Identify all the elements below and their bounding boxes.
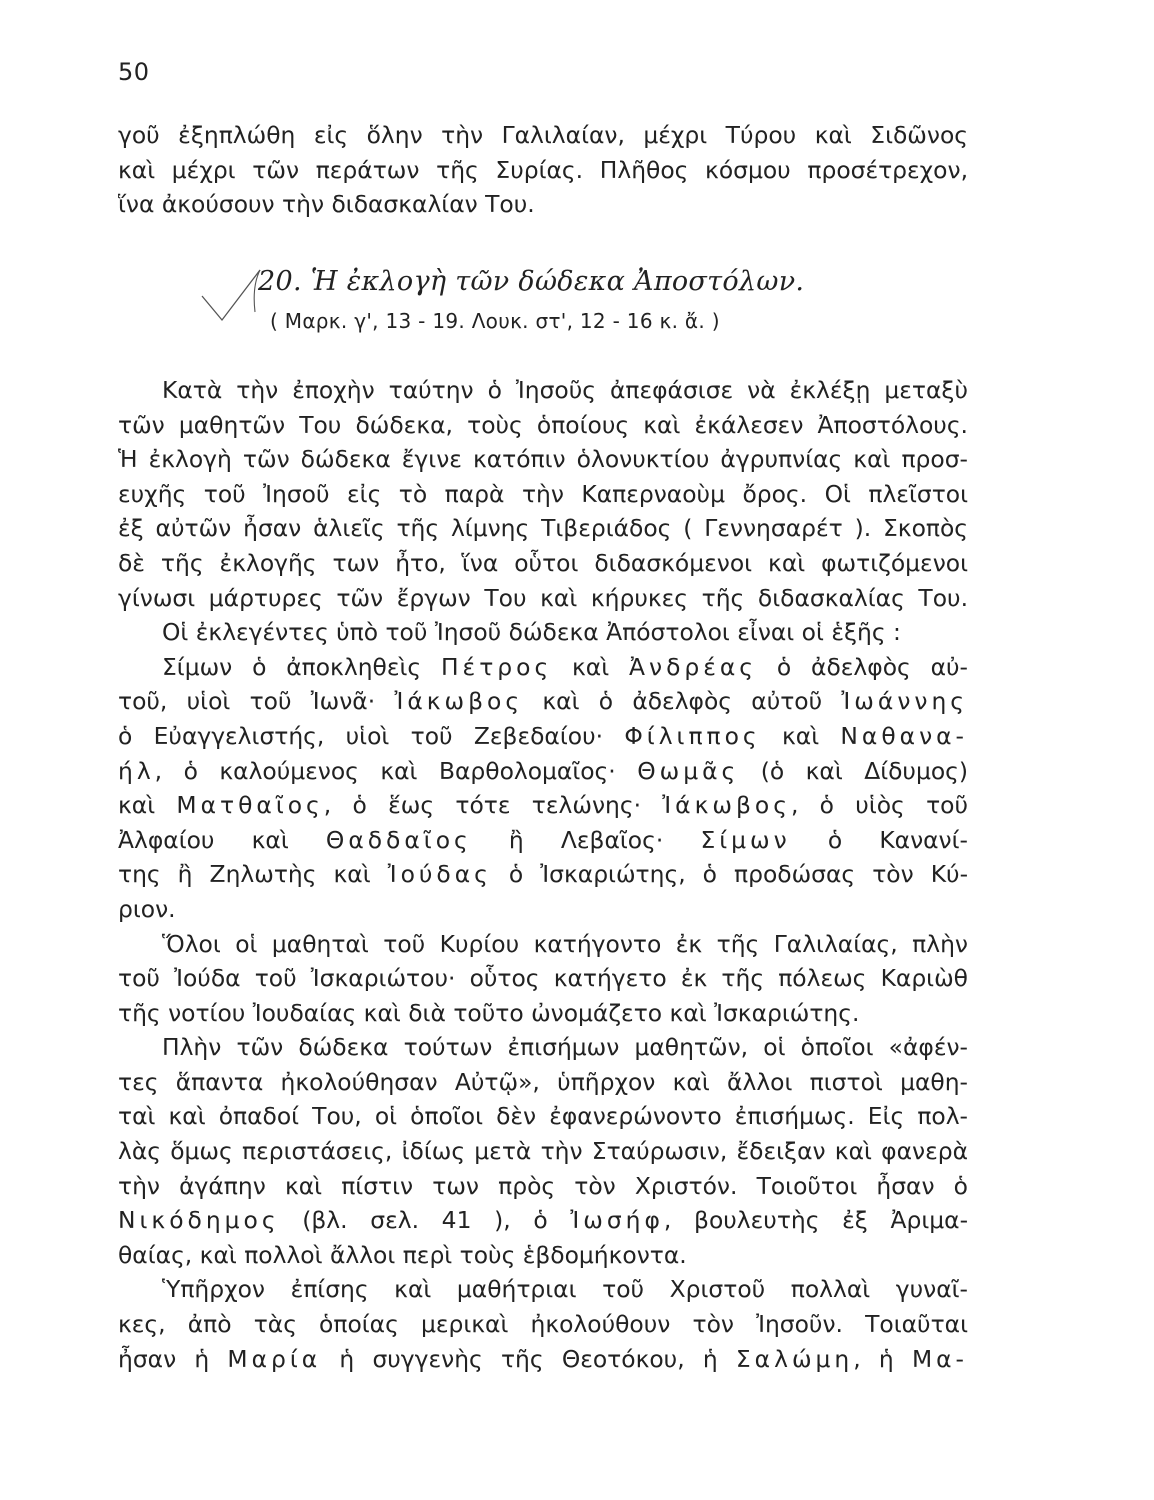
text-line: Ἡ ἐκλογὴ τῶν δώδεκα ἔγινε κατόπιν ὁλονυκτίου ἀγρυπνίας καὶ προσ- — [118, 445, 968, 474]
name-iosif: Ἰωσήφ — [570, 1206, 664, 1235]
name-ioannis: Ἰωάννης — [841, 687, 968, 716]
text-line: γίνωσι μάρτυρες τῶν ἔργων Του καὶ κήρυκες τῆς διδασκαλίας Του. — [118, 583, 968, 612]
text-line: γοῦ ἐξηπλώθη εἰς ὅλην τὴν Γαλιλαίαν, μέχρι Τύρου καὶ Σιδῶνος — [118, 121, 968, 149]
text-line: λὰς ὅμως περιστάσεις, ἰδίως μετὰ τὴν Σταύρωσιν, ἔδειξαν καὶ φανερὰ — [118, 1137, 968, 1166]
apostles-line: ήλ, ὁ καλούμενος καὶ Βαρθολομαῖος· Θωμᾶς (ὁ καὶ Δίδυμος) — [118, 756, 968, 785]
apostles-line: Ἀλφαίου καὶ Θαδδαῖος ἢ Λεβαῖος· Σίμων ὁ Κανανί- — [118, 825, 968, 854]
name-thomas: Θωμᾶς — [637, 756, 740, 785]
apostles-line: της ἢ Ζηλωτὴς καὶ Ἰούδας ὁ Ἰσκαριώτης, ὁ προδώσας τὸν Κύ- — [118, 860, 968, 889]
name-salomi: Σαλώμη — [735, 1344, 854, 1373]
text-line: τῆς νοτίου Ἰουδαίας καὶ διὰ τοῦτο ὠνομάζετο καὶ Ἰσκαριώτης. — [118, 998, 860, 1027]
text-line: θαίας, καὶ πολλοὶ ἄλλοι περὶ τοὺς ἑβδομήκοντα. — [118, 1240, 687, 1269]
text-line: ἵνα ἀκούσουν τὴν διδασκαλίαν Του. — [118, 190, 535, 219]
page-number: 50 — [118, 58, 150, 86]
name-ioudas: Ἰούδας — [387, 860, 492, 889]
text-line: τῶν μαθητῶν Του δώδεκα, τοὺς ὁποίους καὶ ἐκάλεσεν Ἀποστόλους. — [118, 410, 968, 439]
text-line: κες, ἀπὸ τὰς ὁποίας μερικαὶ ἠκολούθουν τὸν Ἰησοῦν. Τοιαῦται — [118, 1310, 968, 1339]
name-filippos: Φίλιππος — [624, 721, 761, 750]
name-nikodimos: Νικόδημος — [118, 1206, 280, 1235]
name-iakovos: Ἰάκωβος — [394, 687, 524, 716]
text-line: τες ἅπαντα ἠκολούθησαν Αὐτῷ», ὑπῆρχον καὶ ἄλλοι πιστοὶ μαθη- — [118, 1067, 968, 1096]
name-matthaios: Ματθαῖος — [176, 791, 324, 820]
name-nathanail: Ναθανα- — [840, 721, 968, 750]
section-heading — [200, 266, 804, 333]
apostles-line: καὶ Ματθαῖος, ὁ ἕως τότε τελώνης· Ἰάκωβος, ὁ υἱὸς τοῦ — [118, 791, 968, 820]
name-maria: Μαρία — [227, 1344, 322, 1373]
apostles-line: τοῦ, υἱοὶ τοῦ Ἰωνᾶ· Ἰάκωβος καὶ ὁ ἀδελφὸς αὐτοῦ Ἰωάννης — [118, 687, 968, 716]
text-line: τὴν ἀγάπην καὶ πίστιν των πρὸς τὸν Χριστόν. Τοιοῦτοι ἦσαν ὁ — [118, 1171, 968, 1200]
name-petros: Πέτρος — [440, 652, 553, 681]
text-line: καὶ μέχρι τῶν περάτων τῆς Συρίας. Πλῆθος κόσμου προσέτρεχον, — [118, 155, 968, 184]
text-line: ἦσαν ἡ Μαρία ἡ συγγενὴς τῆς Θεοτόκου, ἡ Σαλώμη, ἡ Μα- — [118, 1344, 968, 1373]
name-iakovos-alfaiou: Ἰάκωβος — [662, 791, 791, 820]
section-reference: ( Μαρκ. γ', 13 - 19. Λουκ. στ', 12 - 16 κ. ἄ. ) — [270, 309, 720, 333]
apostles-line: ὁ Εὐαγγελιστής, υἱοὶ τοῦ Ζεβεδαίου· Φίλιππος καὶ Ναθανα- — [118, 721, 968, 750]
text-line: Ὅλοι οἱ μαθηταὶ τοῦ Κυρίου κατήγοντο ἐκ τῆς Γαλιλαίας, πλὴν — [162, 929, 968, 958]
name-thaddaios: Θαδδαῖος — [325, 825, 472, 854]
text-line: Πλὴν τῶν δώδεκα τούτων ἐπισήμων μαθητῶν, οἱ ὁποῖοι «ἀφέν- — [162, 1033, 968, 1062]
name-andreas: Ἀνδρέας — [629, 652, 758, 681]
text-line: Κατὰ τὴν ἐποχὴν ταύτην ὁ Ἰησοῦς ἀπεφάσισε νὰ ἐκλέξῃ μεταξὺ — [162, 376, 968, 404]
text-line: Οἱ ἐκλεγέντες ὑπὸ τοῦ Ἰησοῦ δώδεκα Ἀπόστολοι εἶναι οἱ ἑξῆς : — [162, 618, 901, 647]
section-title: 20. Ἡ ἐκλογὴ τῶν δώδεκα Ἀποστόλων. — [258, 266, 805, 297]
text-line: ταὶ καὶ ὀπαδοί Του, οἱ ὁποῖοι δὲν ἐφανερώνοντο ἐπισήμως. Εἰς πολ- — [118, 1102, 968, 1131]
text-line: τοῦ Ἰούδα τοῦ Ἰσκαριώτου· οὗτος κατήγετο ἐκ τῆς πόλεως Καριὼθ — [118, 964, 968, 993]
apostles-line: ριον. — [118, 894, 176, 923]
text-line: Νικόδημος (βλ. σελ. 41 ), ὁ Ἰωσήφ, βουλευτὴς ἐξ Ἀριμα- — [118, 1206, 968, 1235]
name-simon: Σίμων — [700, 825, 791, 854]
main-body — [118, 373, 968, 1376]
text-line: δὲ τῆς ἐκλογῆς των ἦτο, ἵνα οὗτοι διδασκόμενοι καὶ φωτιζόμενοι — [118, 548, 968, 577]
text-line: ἐξ αὐτῶν ἦσαν ἁλιεῖς τῆς λίμνης Τιβεριάδος ( Γεννησαρέτ ). Σκοπὸς — [118, 514, 968, 543]
intro-paragraph — [118, 118, 968, 222]
text-line: Ὑπῆρχον ἐπίσης καὶ μαθήτριαι τοῦ Χριστοῦ πολλαὶ γυναῖ- — [162, 1275, 968, 1304]
text-line: ευχῆς τοῦ Ἰησοῦ εἰς τὸ παρὰ τὴν Καπερναοὺμ ὄρος. Οἱ πλεῖστοι — [118, 479, 968, 508]
apostles-line: Σίμων ὁ ἀποκληθεὶς Πέτρος καὶ Ἀνδρέας ὁ ἀδελφὸς αὐ- — [162, 652, 968, 681]
checkmark-annotation-icon — [200, 266, 264, 336]
